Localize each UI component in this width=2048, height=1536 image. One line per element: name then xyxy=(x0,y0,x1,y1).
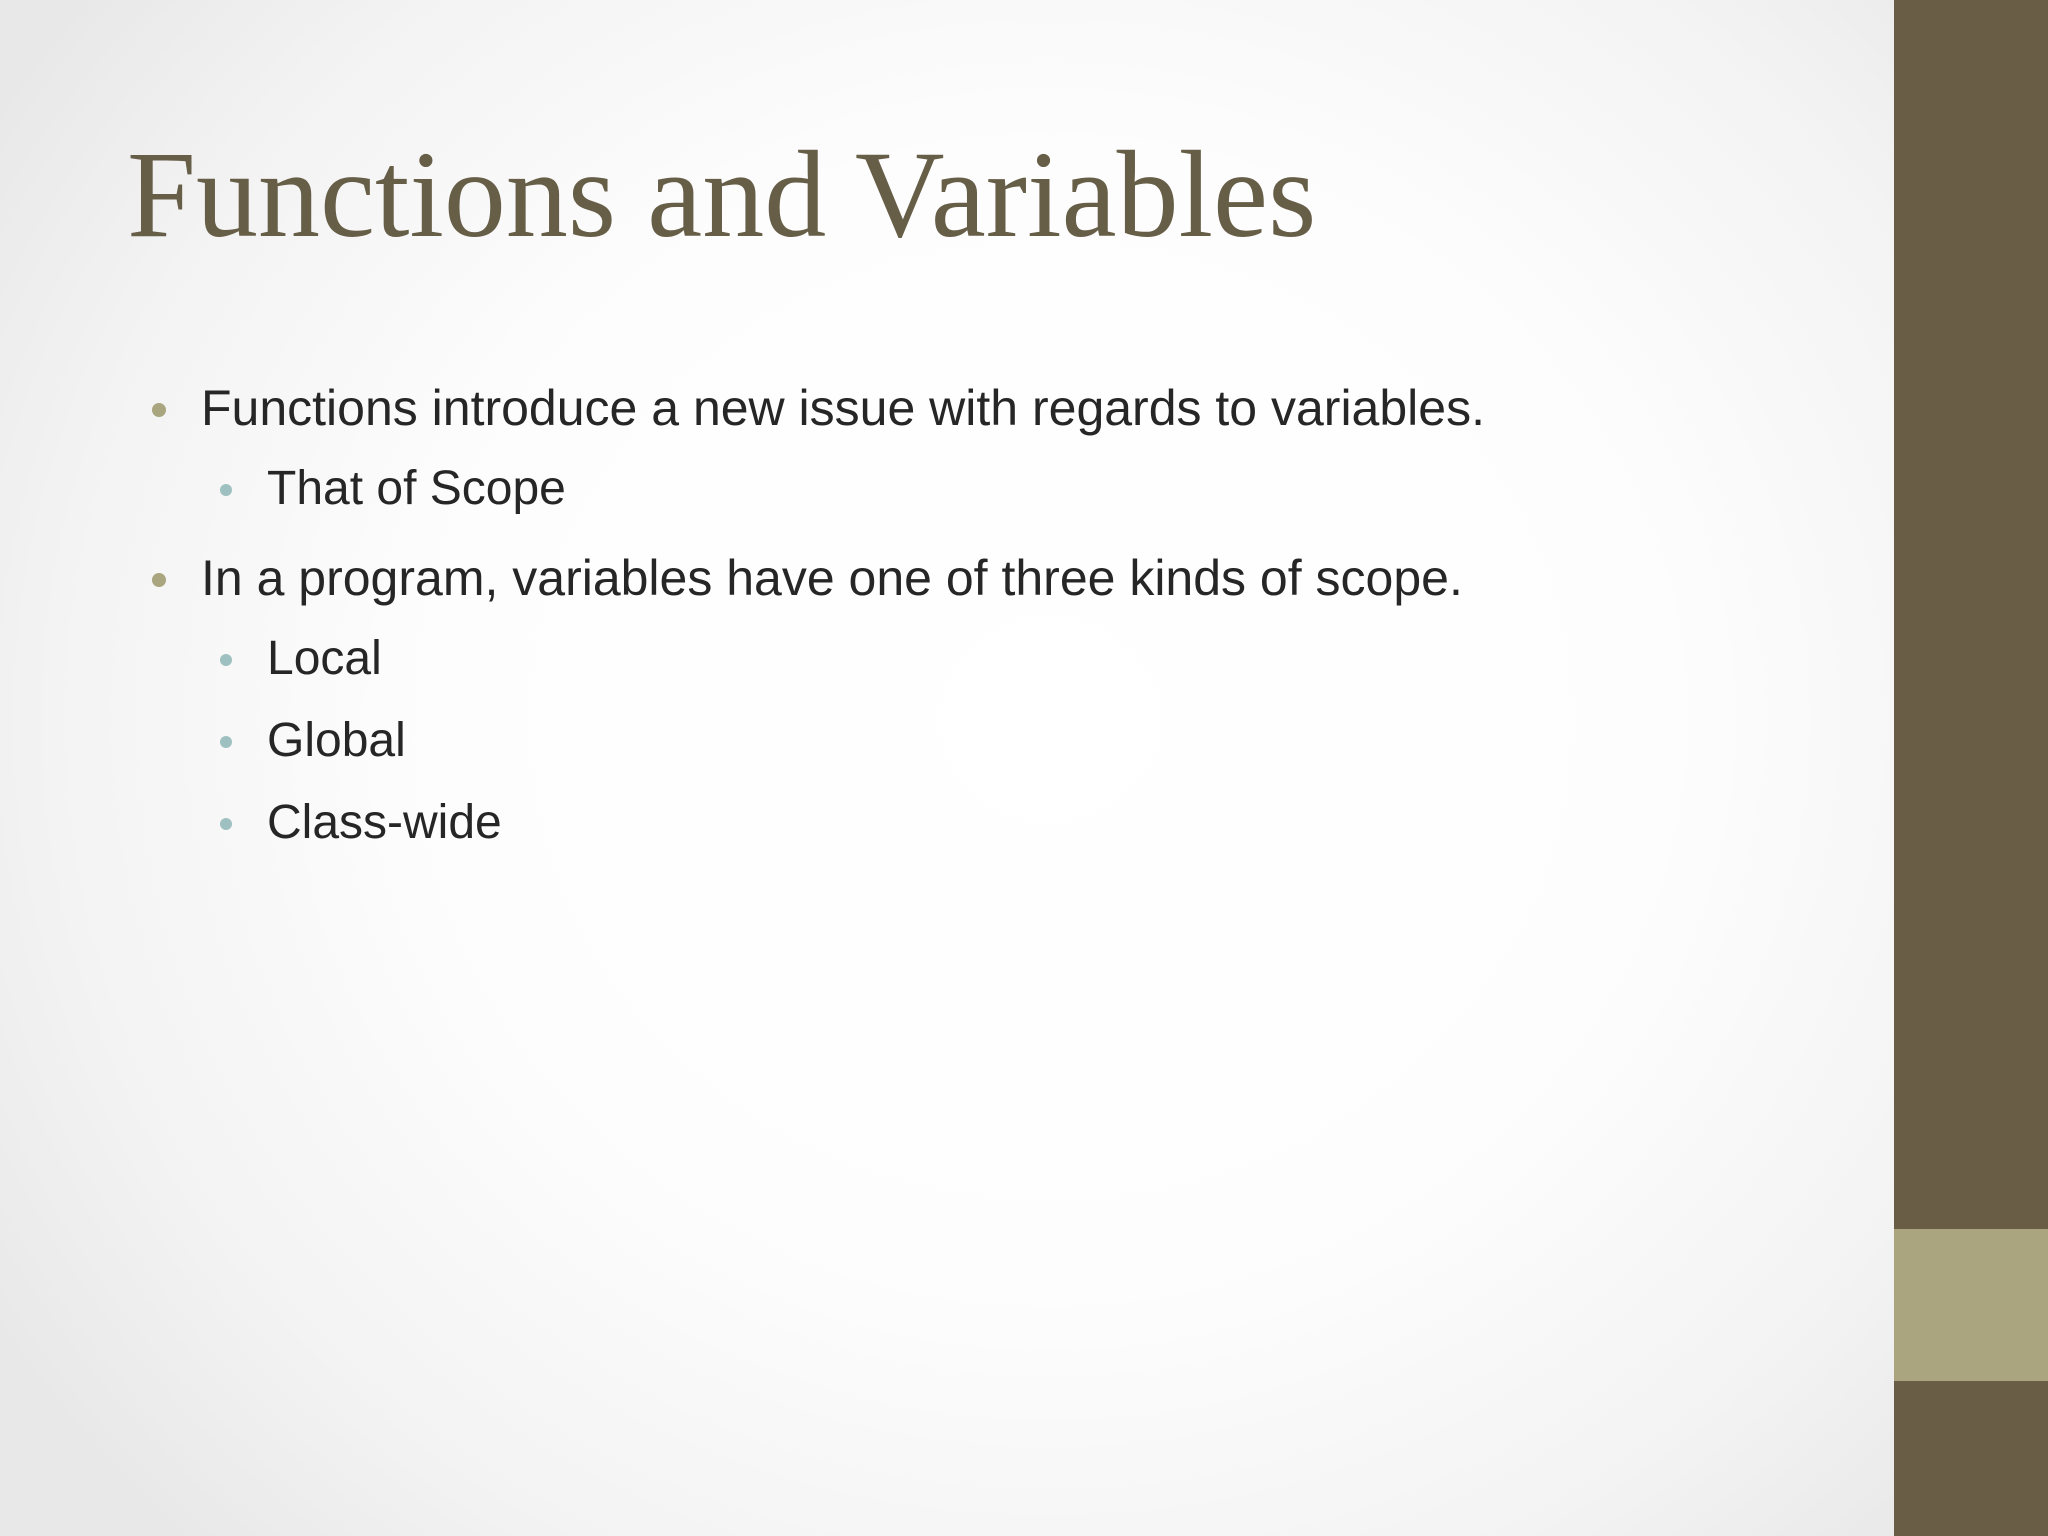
sub-bullet-dot-icon xyxy=(220,484,232,496)
sub-bullet-text: Local xyxy=(267,632,382,685)
sub-bullet-text: That of Scope xyxy=(267,462,566,515)
sub-bullet-item xyxy=(150,448,1850,530)
sub-bullet-text: Class-wide xyxy=(267,796,502,849)
sub-bullet-item xyxy=(150,700,1850,782)
slide-title: Functions and Variables xyxy=(127,126,1317,263)
sub-bullet-item xyxy=(150,782,1850,864)
sub-bullet-dot-icon xyxy=(220,736,232,748)
sub-bullet-dot-icon xyxy=(220,818,232,830)
decorative-side-bar xyxy=(1894,0,2048,1536)
sub-bullet-item xyxy=(150,618,1850,700)
decorative-side-bar-accent xyxy=(1894,1229,2048,1381)
bullet-text: In a program, variables have one of three kinds of scope. xyxy=(201,550,1463,606)
bullet-dot-icon xyxy=(152,403,166,417)
bullet-item xyxy=(150,368,1850,448)
bullet-dot-icon xyxy=(152,573,166,587)
sub-bullet-dot-icon xyxy=(220,654,232,666)
bullet-list xyxy=(150,368,1850,864)
bullet-text: Functions introduce a new issue with regards to variables. xyxy=(201,380,1485,436)
sub-bullet-text: Global xyxy=(267,714,406,767)
bullet-item xyxy=(150,538,1850,618)
